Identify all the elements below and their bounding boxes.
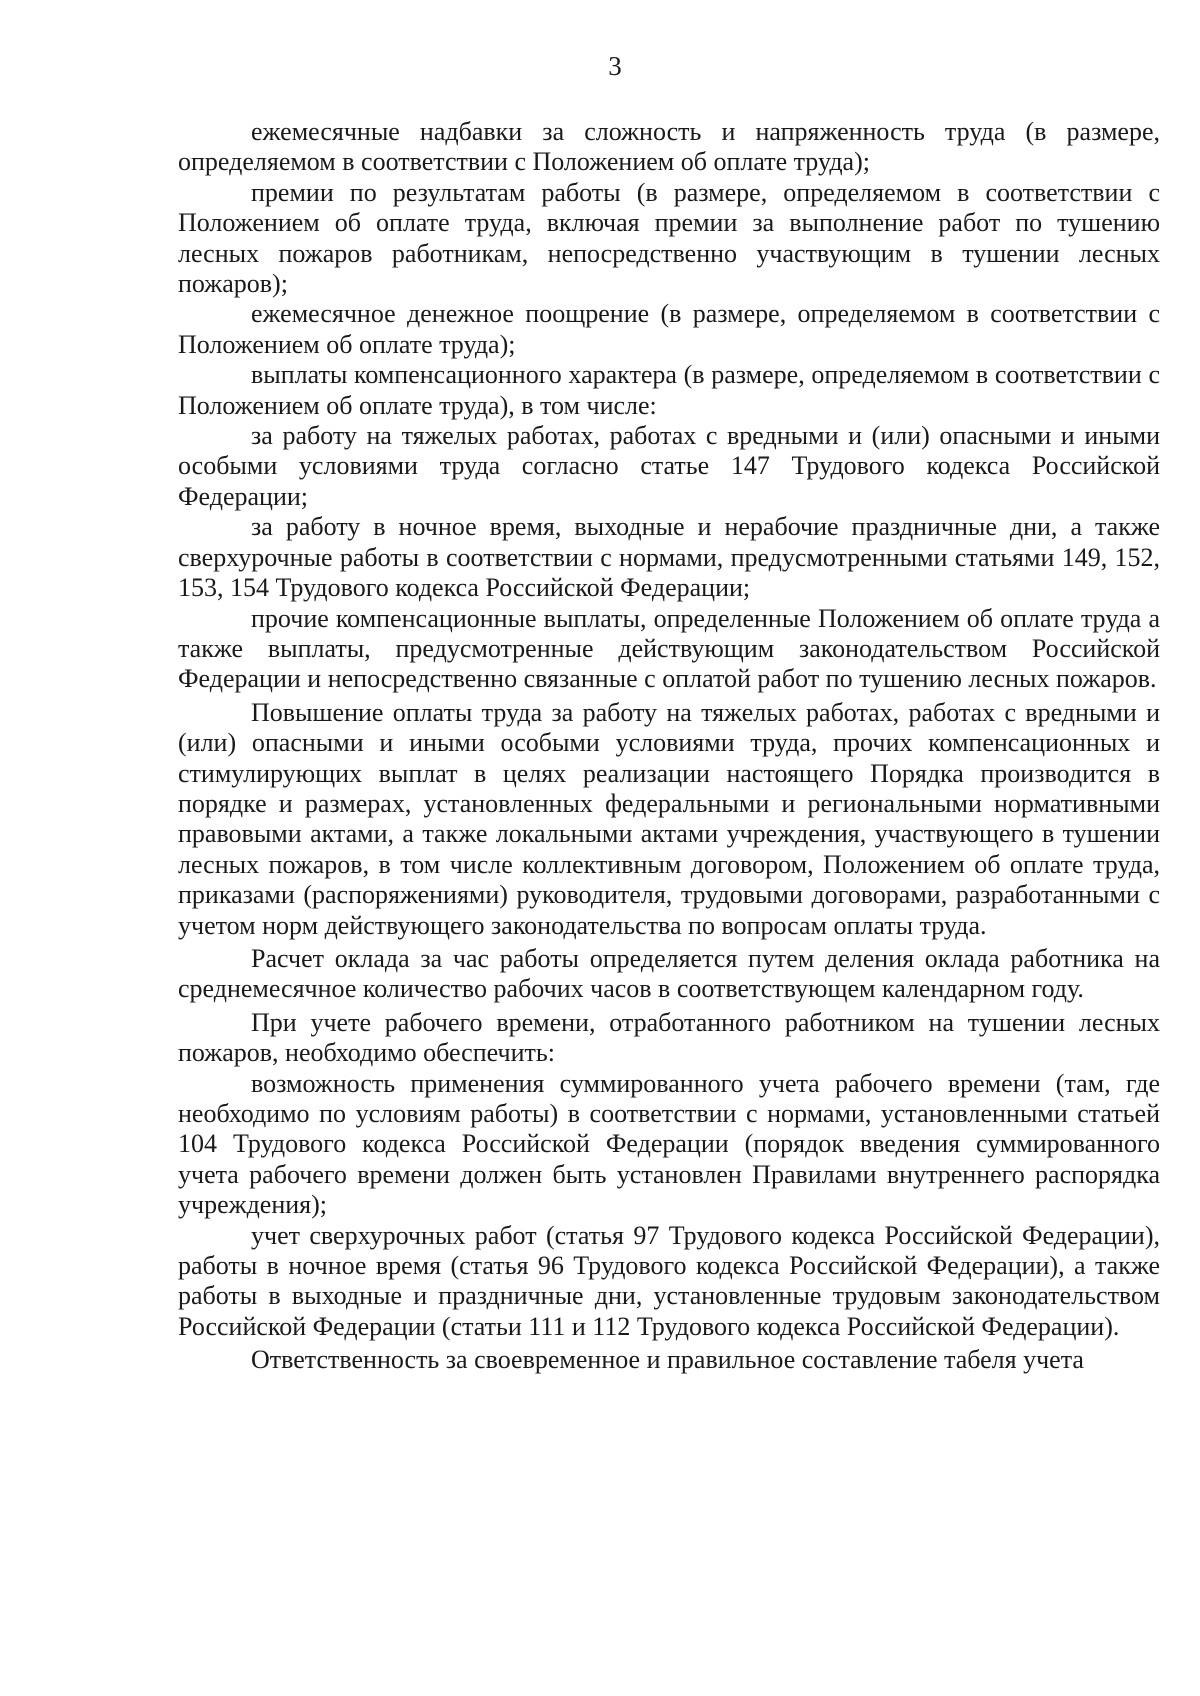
paragraph-monetary-incentive: ежемесячное денежное поощрение (в размере, определяемом в соответствии с Положением об оплате труда); [178, 299, 1160, 359]
paragraph-compensation-payments: выплаты компенсационного характера (в размере, определяемом в соответствии с Положением об оплате труда), в том числе: [178, 360, 1160, 420]
paragraph-hard-work: за работу на тяжелых работах, работах с вредными и (или) опасными и иными особыми условиями труда согласно статье 147 Трудового кодекса Российской Федерации; [178, 421, 1160, 511]
paragraph-night-work: за работу в ночное время, выходные и нерабочие праздничные дни, а также сверхурочные работы в соответствии с нормами, предусмотренными статьями 149, 152, 153, 154 Трудового кодекса Российской Федерации; [178, 512, 1160, 603]
paragraph-other-compensations: прочие компенсационные выплаты, определенные Положением об оплате труда а также выплаты, предусмотренные действующим законодательством Российской Федерации и непосредственно связанные с оплатой работ по тушению лесных пожаров. [178, 603, 1160, 694]
paragraph-summarized-accounting: возможность применения суммированного учета рабочего времени (там, где необходимо по условиям работы) в соответствии с нормами, установленными статьей 104 Трудового кодекса Российской Федерации (порядок введения суммированного учета рабочего времени должен быть установлен Правилами внутреннего распорядка учреждения); [178, 1068, 1160, 1220]
paragraph-overtime-accounting: учет сверхурочных работ (статья 97 Трудового кодекса Российской Федерации), работы в ночное время (статья 96 Трудового кодекса Российской Федерации), а также работы в выходные и праздничные дни, установленные трудовым законодательством Российской Федерации (статьи 111 и 112 Трудового кодекса Российской Федерации). [178, 1220, 1160, 1341]
paragraph-bonuses: премии по результатам работы (в размере, определяемом в соответствии с Положением об оплате труда, включая премии за выполнение работ по тушению лесных пожаров работникам, непосредственно участвующим в тушении лесных пожаров); [178, 177, 1160, 299]
paragraph-hourly-rate: Расчет оклада за час работы определяется путем деления оклада работника на среднемесячное количество рабочих часов в соответствующем календарном году. [178, 943, 1160, 1004]
paragraph-working-time-accounting: При учете рабочего времени, отработанного работником на тушении лесных пожаров, необходимо обеспечить: [178, 1007, 1160, 1068]
paragraph-pay-increase: Повышение оплаты труда за работу на тяжелых работах, работах с вредными и (или) опасными и иными особыми условиями труда, прочих компенсационных и стимулирующих выплат в целях реализации настоящего Порядка производится в порядке и размерах, установленных федеральными и региональными нормативными правовыми актами, а также локальными актами учреждения, участвующего в тушении лесных пожаров, в том числе коллективным договором, Положением об оплате труда, приказами (распоряжениями) руководителя, трудовыми договорами, разработанными с учетом норм действующего законодательства по вопросам оплаты труда. [178, 697, 1160, 940]
page-number: 3 [608, 51, 622, 81]
document-body [178, 117, 1160, 1376]
paragraph-responsibility: Ответственность за своевременное и правильное составление табеля учета [251, 1345, 1084, 1375]
paragraph-monthly-allowances: ежемесячные надбавки за сложность и напряженность труда (в размере, определяемом в соответствии с Положением об оплате труда); [178, 117, 1160, 177]
